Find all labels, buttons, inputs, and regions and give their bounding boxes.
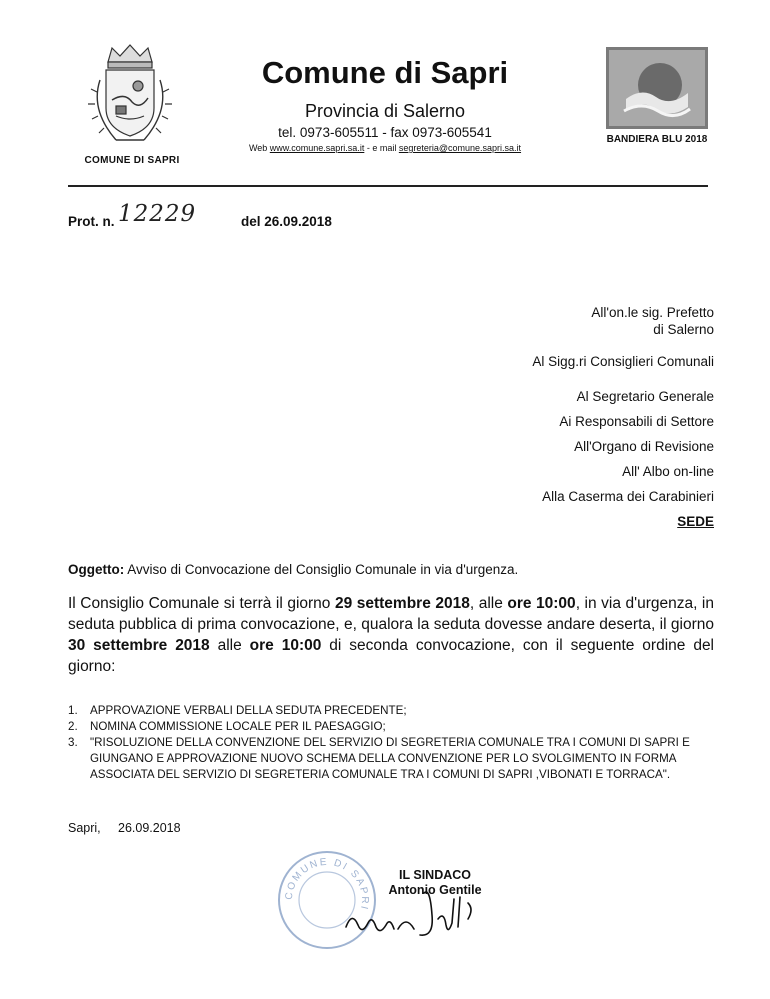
web-prefix: Web [248, 143, 270, 153]
recipient-prefetto: All'on.le sig. Prefetto [591, 305, 714, 320]
agenda-text: NOMINA COMMISSIONE LOCALE PER IL PAESAGGIO; [90, 720, 386, 733]
coat-of-arms-label: COMUNE DI SAPRI [84, 155, 180, 166]
mail-prefix: - e mail [364, 143, 399, 153]
agenda-text: "RISOLUZIONE DELLA CONVENZIONE DEL SERVIZIO DI SEGRETERIA COMUNALE TRA I COMUNI DI SAPRI E GIUNGANO E APPROVAZIONE NUOVO SCHEMA DELLA CONVENZIONE PER LO SVOLGIMENTO IN FORMA ASSOCIATA DEL SERVIZIO DI SEGRETERIA COMUNALE TRA I COMUNI DI SAPRI ,VIBONATI E TORRACA". [90, 736, 690, 781]
list-item [68, 703, 728, 719]
body-date-1: 29 settembre 2018 [334, 595, 470, 612]
mail-link[interactable]: segreteria@comune.sapri.sa.it [398, 143, 522, 153]
protocol-date: del 26.09.2018 [241, 214, 332, 229]
recipient-consiglieri: Al Sigg.ri Consiglieri Comunali [532, 354, 714, 369]
body-time-1: ore 10:00 [507, 595, 576, 612]
contact-phones: tel. 0973-605511 - fax 0973-605541 [278, 125, 492, 140]
protocol-label: Prot. n. [68, 214, 115, 229]
subject-text: Avviso di Convocazione del Consiglio Comunale in via d'urgenza. [124, 562, 519, 577]
body-text-4: alle [209, 637, 250, 654]
recipient-sede: SEDE [677, 514, 714, 529]
body-date-2: 30 settembre 2018 [68, 637, 210, 654]
recipient-prefetto-place: di Salerno [653, 322, 714, 337]
blue-flag-icon [606, 47, 708, 129]
agenda-text: APPROVAZIONE VERBALI DELLA SEDUTA PRECEDENTE; [90, 704, 407, 717]
handwritten-signature-icon [340, 885, 480, 945]
page-title: Comune di Sapri [261, 55, 509, 90]
place-date: Sapri, 26.09.2018 [68, 821, 181, 835]
header-divider [68, 185, 708, 187]
recipient-albo: All' Albo on-line [622, 464, 714, 479]
contact-web-line [200, 143, 570, 153]
subject-label: Oggetto: [68, 562, 125, 577]
stamp-text: COMUNE DI SAPRI [283, 856, 371, 912]
body-text-3: , in via d'urgenza, in seduta pubblica di prima convocazione, e, qualora la seduta dovesse andare deserta, il giorno [68, 595, 714, 633]
body-text-1: Il Consiglio Comunale si terrà il giorno [68, 595, 335, 612]
signer-name: Antonio Gentile [388, 883, 482, 897]
agenda-number: 1. [68, 704, 78, 717]
recipient-revisione: All'Organo di Revisione [574, 439, 714, 454]
recipient-responsabili: Ai Responsabili di Settore [559, 414, 714, 429]
body-time-2: ore 10:00 [249, 637, 322, 654]
agenda-list [68, 703, 728, 783]
signer-title: IL SINDACO [399, 868, 471, 882]
body-text-2: , alle [469, 595, 508, 612]
agenda-number: 2. [68, 720, 78, 733]
list-item [68, 719, 728, 735]
subject-line [68, 562, 518, 577]
coat-of-arms-icon [80, 40, 180, 155]
recipient-segretario: Al Segretario Generale [576, 389, 714, 404]
body-text-5: di seconda convocazione, con il seguente ordine del giorno: [68, 637, 715, 675]
body-paragraph [68, 593, 714, 677]
list-item [68, 735, 728, 783]
protocol-number: 12229 [118, 201, 197, 227]
web-link[interactable]: www.comune.sapri.sa.it [269, 143, 365, 153]
province-subtitle: Provincia di Salerno [304, 101, 466, 121]
flag-label: BANDIERA BLU 2018 [606, 134, 708, 145]
agenda-number: 3. [68, 736, 78, 749]
recipient-carabinieri: Alla Caserma dei Carabinieri [542, 489, 714, 504]
